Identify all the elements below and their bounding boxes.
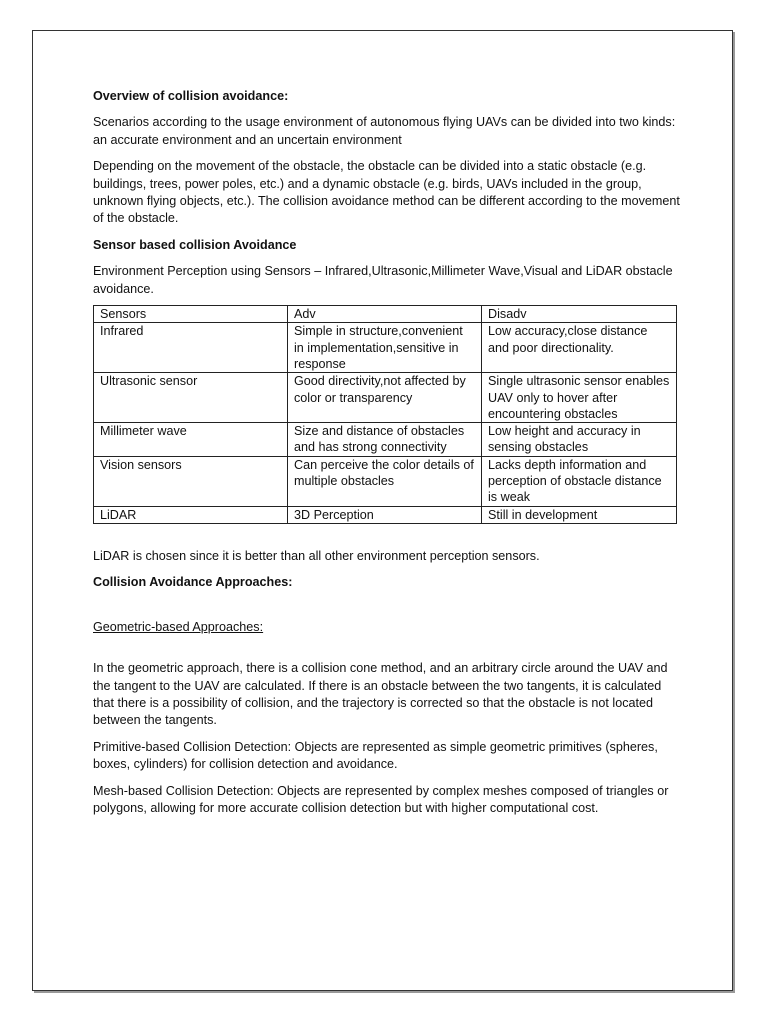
document-page <box>32 30 733 991</box>
table-row <box>94 456 677 506</box>
table-cell: Can perceive the color details of multiple obstacles <box>288 456 482 506</box>
table-cell: Ultrasonic sensor <box>94 373 288 423</box>
heading-overview: Overview of collision avoidance: <box>93 89 289 103</box>
table-cell: Vision sensors <box>94 456 288 506</box>
table-cell: Millimeter wave <box>94 423 288 457</box>
table-header-cell: Adv <box>288 306 482 323</box>
spacer <box>93 524 683 548</box>
table-row <box>94 373 677 423</box>
heading-sensor-based: Sensor based collision Avoidance <box>93 237 297 252</box>
document-body <box>93 88 683 826</box>
table-cell: Simple in structure,convenient in implementation,sensitive in response <box>288 323 482 373</box>
paragraph-lidar-choice: LiDAR is chosen since it is better than all other environment perception sensors. <box>93 548 540 563</box>
table-cell: Low height and accuracy in sensing obstacles <box>482 423 677 457</box>
table-cell: Single ultrasonic sensor enables UAV only to hover after encountering obstacles <box>482 373 677 423</box>
paragraph-environment-perception: Environment Perception using Sensors – Infrared,Ultrasonic,Millimeter Wave,Visual and LiDAR obstacle avoidance. <box>93 264 673 296</box>
table-cell: Infrared <box>94 323 288 373</box>
table-row <box>94 423 677 457</box>
table-row <box>94 506 677 523</box>
heading-geometric: Geometric-based Approaches: <box>93 619 264 634</box>
paragraph-obstacle-types: Depending on the movement of the obstacle, the obstacle can be divided into a static obstacle (e.g. buildings, trees, power poles, etc.) and a dynamic obstacle (e.g. birds, UAVs included in the group, unknown flying objects, etc.). The collision avoidance method can be different according to the movement of the obstacle. <box>93 159 680 226</box>
paragraph-geometric: In the geometric approach, there is a collision cone method, and an arbitrary circle around the UAV and the tangent to the UAV are calculated. If there is an obstacle between the two tangents, it is calculated that there is a possibility of collision, and the trajectory is corrected so that the obstacle is not located between the tangents. <box>93 661 668 728</box>
sensor-comparison-table <box>93 305 677 524</box>
table-cell: LiDAR <box>94 506 288 523</box>
table-header-cell: Disadv <box>482 306 677 323</box>
table-header-row <box>94 306 677 323</box>
table-cell: Low accuracy,close distance and poor directionality. <box>482 323 677 373</box>
spacer <box>93 601 683 619</box>
heading-approaches: Collision Avoidance Approaches: <box>93 575 293 590</box>
table-cell: Size and distance of obstacles and has strong connectivity <box>288 423 482 457</box>
table-cell: 3D Perception <box>288 506 482 523</box>
table-header-cell: Sensors <box>94 306 288 323</box>
table-cell: Lacks depth information and perception of obstacle distance is weak <box>482 456 677 506</box>
paragraph-primitive: Primitive-based Collision Detection: Objects are represented as simple geometric primitives (spheres, boxes, cylinders) for collision detection and avoidance. <box>93 739 658 772</box>
table-cell: Still in development <box>482 506 677 523</box>
paragraph-scenarios: Scenarios according to the usage environment of autonomous flying UAVs can be divided into two kinds: an accurate environment and an uncertain environment <box>93 115 676 147</box>
table-cell: Good directivity,not affected by color or transparency <box>288 373 482 423</box>
table-row <box>94 323 677 373</box>
spacer <box>93 636 683 660</box>
paragraph-mesh: Mesh-based Collision Detection: Objects are represented by complex meshes composed of triangles or polygons, allowing for more accurate collision detection but with higher computational cost. <box>93 783 669 815</box>
